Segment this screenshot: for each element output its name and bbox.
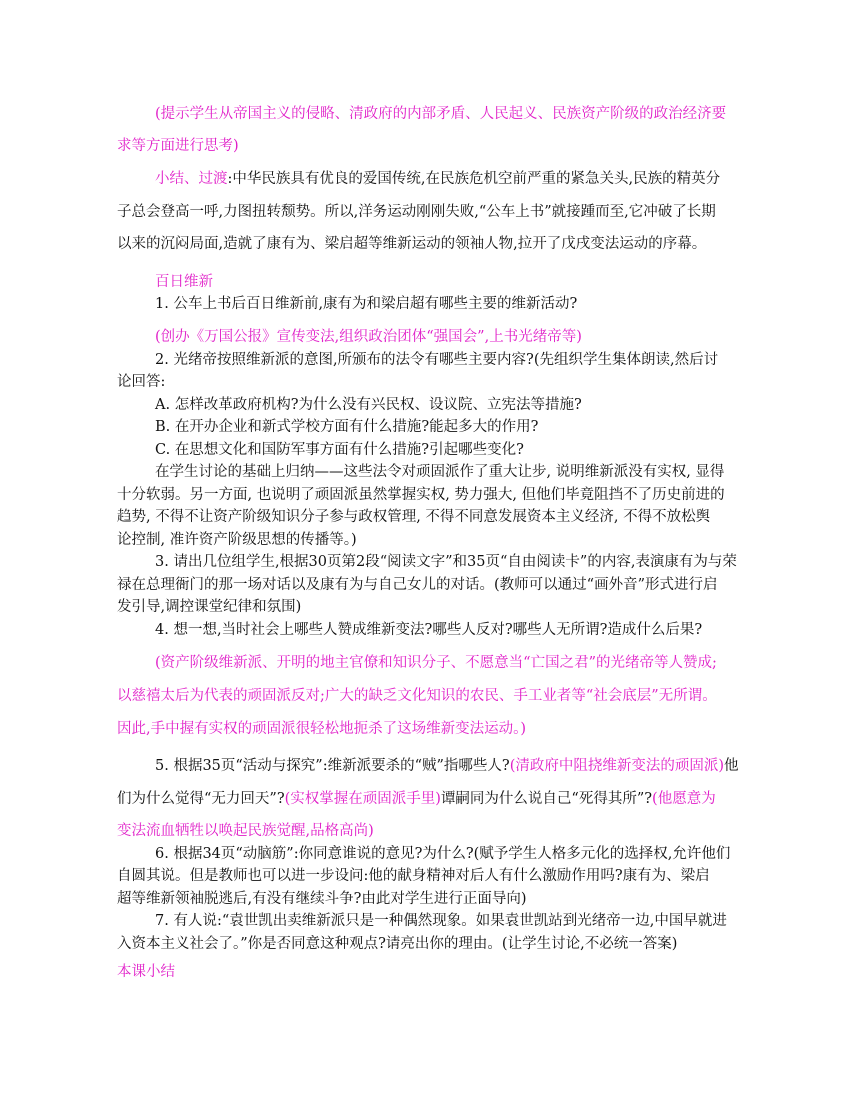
highlight-text: 小结、过渡: [155, 171, 228, 187]
text-line: [155, 845, 730, 863]
body-text: 们为什么觉得“无力回天”?: [117, 791, 285, 807]
text-line: [117, 890, 527, 908]
body-text: 1. 公车上书后百日维新前,康有为和梁启超有哪些主要的维新活动?: [155, 296, 578, 312]
text-line: [155, 463, 724, 481]
highlight-text: (他愿意为: [652, 791, 716, 807]
text-line: [117, 687, 717, 705]
text-line: [155, 295, 577, 313]
text-line: [117, 531, 357, 549]
body-text: 十分软弱。另一方面, 也说明了顽固派虽然掌握实权, 势力强大, 但他们毕竟阻挡不了历史前进的: [117, 487, 725, 503]
body-text: 禄在总理衙门的那一场对话以及康有为与自己女儿的对话。(教师可以通过“画外音”形式进行启: [117, 577, 718, 593]
body-text: 在学生讨论的基础上归纳——这些法令对顽固派作了重大让步, 说明维新派没有实权, 显得: [155, 464, 725, 480]
text-line: [155, 328, 582, 346]
text-line: [155, 105, 726, 123]
body-text: 趋势, 不得不让资产阶级知识分子参与政权管理, 不得不同意发展资本主义经济, 不得不放松舆: [117, 509, 711, 525]
body-text: B. 在开办企业和新式学校方面有什么措施?能起多大的作用?: [155, 419, 539, 435]
body-text: A. 怎样改革政府机构?为什么没有兴民权、设议院、立宪法等措施?: [155, 397, 582, 413]
text-line: [155, 170, 720, 188]
text-line: [155, 757, 739, 775]
text-line: [117, 137, 239, 155]
highlight-text: (提示学生从帝国主义的侵略、清政府的内部矛盾、人民起义、民族资产阶级的政治经济要: [155, 106, 727, 122]
text-line: [155, 553, 737, 571]
text-line: [155, 396, 582, 414]
text-line: [117, 235, 706, 253]
body-text: 6. 根据34页“动脑筋”:你同意谁说的意见?为什么?(赋予学生人格多元化的选择权,允许他们: [155, 846, 731, 862]
text-line: [117, 576, 717, 594]
highlight-text: (清政府中阻挠维新变法的顽固派): [509, 758, 725, 774]
body-text: 3. 请出几位组学生,根据30页第2段“阅读文字”和35页“自由阅读卡”的内容,表演康有为与荣: [155, 554, 737, 570]
text-line: [117, 720, 526, 738]
text-line: [155, 418, 538, 436]
highlight-text: (资产阶级维新派、开明的地主官僚和知识分子、不愿意当“亡国之君”的光绪帝等人赞成;: [155, 655, 717, 671]
text-line: [117, 598, 301, 616]
text-line: [155, 351, 718, 369]
highlight-text: (实权掌握在顽固派手里): [284, 791, 441, 807]
text-line: [155, 441, 524, 459]
body-text: 论回答:: [117, 374, 166, 390]
body-text: 发引导,调控课堂纪律和氛围): [117, 599, 302, 615]
text-line: [117, 822, 374, 840]
text-line: [117, 790, 716, 808]
body-text: 谭嗣同为什么说自己“死得其所”?: [440, 791, 653, 807]
text-line: [117, 963, 175, 981]
text-line: [117, 373, 165, 391]
body-text: 自圆其说。但是教师也可以进一步设问:他的献身精神对后人有什么激励作用吗?康有为、梁启: [117, 868, 710, 884]
text-line: [117, 935, 677, 953]
text-line: [117, 486, 725, 504]
highlight-text: 因此,手中握有实权的顽固派很轻松地扼杀了这场维新变法运动。): [117, 721, 527, 737]
body-text: 以来的沉闷局面,造就了康有为、梁启超等维新运动的领袖人物,拉开了戊戌变法运动的序幕。: [117, 236, 707, 252]
highlight-text: 变法流血牺牲以唤起民族觉醒,品格高尚): [117, 823, 374, 839]
text-line: [155, 654, 717, 672]
body-text: 他: [724, 758, 739, 774]
body-text: 论控制, 准许资产阶级思想的传播等。): [117, 532, 357, 548]
text-line: [117, 203, 716, 221]
body-text: 超等维新领袖脱逃后,有没有继续斗争?由此对学生进行正面导向): [117, 891, 527, 907]
body-text: 7. 有人说:“袁世凯出卖维新派只是一种偶然现象。如果袁世凯站到光绪帝一边,中国早就进: [155, 913, 727, 929]
body-text: 5. 根据35页“活动与探究”:维新派要杀的“贼”指哪些人?: [155, 758, 510, 774]
text-line: [117, 508, 710, 526]
body-text: C. 在思想文化和国防军事方面有什么措施?引起哪些变化?: [155, 442, 524, 458]
body-text: 入资本主义社会了。”你是否同意这种观点?请亮出你的理由。(让学生讨论,不必统一答案): [117, 936, 678, 952]
text-line: [117, 867, 710, 885]
text-line: [155, 912, 727, 930]
body-text: 子总会登高一呼,力图扭转颓势。所以,洋务运动刚刚失败,“公车上书”就接踵而至,它冲破了长期: [117, 204, 716, 220]
highlight-text: 求等方面进行思考): [117, 138, 239, 154]
highlight-text: (创办《万国公报》宣传变法,组织政治团体“强国会”,上书光绪帝等): [155, 329, 582, 345]
text-line: [155, 273, 213, 291]
body-text: :中华民族具有优良的爱国传统,在民族危机空前严重的紧急关头,民族的精英分: [227, 171, 721, 187]
body-text: 4. 想一想,当时社会上哪些人赞成维新变法?哪些人反对?哪些人无所谓?造成什么后果?: [155, 622, 703, 638]
body-text: 2. 光绪帝按照维新派的意图,所颁布的法令有哪些主要内容?(先组织学生集体朗读,然后讨: [155, 352, 719, 368]
highlight-text: 百日维新: [155, 274, 213, 290]
highlight-text: 本课小结: [117, 964, 175, 980]
text-line: [155, 621, 702, 639]
highlight-text: 以慈禧太后为代表的顽固派反对;广大的缺乏文化知识的农民、手工业者等“社会底层”无所谓。: [117, 688, 717, 704]
